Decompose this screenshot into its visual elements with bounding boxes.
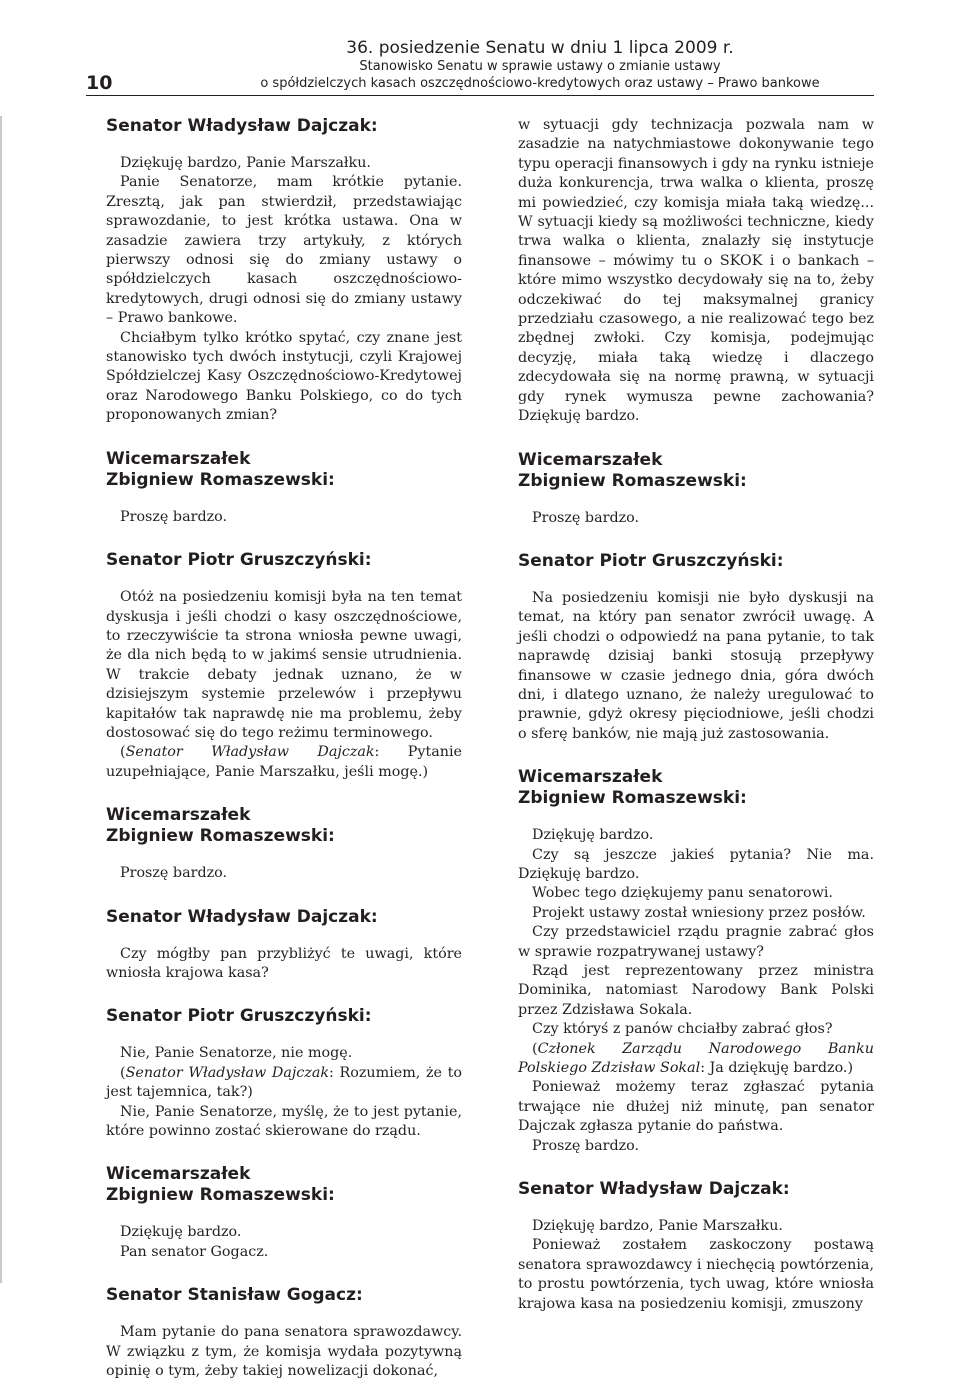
interjection-speaker: Senator Władysław Dajczak (125, 1064, 330, 1081)
interjection-text: : Rozumiem, że to jest tajemnica, tak?) (106, 1064, 462, 1101)
interjection-speaker: Senator Władysław Dajczak (125, 744, 375, 761)
interjection-text: : Ja dziękuję bardzo.) (700, 1060, 854, 1077)
speaker-heading (106, 1164, 462, 1206)
speaker-name: Zbigniew Romaszewski: (106, 1185, 335, 1206)
interjection-text: : Pytanie uzupełniające, Panie Marszałku, jeśli mogę.) (106, 744, 462, 780)
paragraph: Proszę bardzo. (532, 1137, 640, 1154)
interjection: (Senator Władysław Dajczak: Rozumiem, że to jest tajemnica, tak?) (106, 1064, 462, 1101)
paragraph: Nie, Panie Senatorze, myślę, że to jest pytanie, które powinno zostać skierowane do rządu. (106, 1103, 462, 1139)
left-edge-bar (0, 116, 2, 1283)
header-rule (86, 95, 874, 96)
speaker-role: Wicemarszałek (106, 805, 251, 826)
speaker-heading: Senator Piotr Gruszczyński: (106, 1006, 372, 1027)
speaker-name: Zbigniew Romaszewski: (518, 788, 747, 809)
interjection-speaker: Członek Zarządu Narodowego Banku Polskiego Zdzisław Sokal (518, 1040, 874, 1077)
speaker-role: Wicemarszałek (518, 767, 663, 788)
paragraph: Czy mógłby pan przybliżyć te uwagi, które wniosła krajowa kasa? (106, 945, 462, 981)
header-title: 36. posiedzenie Senatu w dniu 1 lipca 2009 r. (346, 38, 734, 58)
speaker-heading: Senator Stanisław Gogacz: (106, 1285, 363, 1306)
header-subtitle (200, 58, 880, 92)
page-number: 10 (86, 72, 113, 94)
paragraph: Mam pytanie do pana senatora sprawozdawcy. W związku z tym, że komisja wydała pozytywną opinię o tym, żeby takiej nowelizacji dokonać, (106, 1324, 462, 1380)
speaker-heading: Senator Piotr Gruszczyński: (518, 550, 784, 571)
paragraph: Projekt ustawy został wniesiony przez posłów. (532, 904, 866, 921)
paragraph: Panie Senatorze, mam krótkie pytanie. Zresztą, jak pan stwierdził, przedstawiając sprawozdanie, to jest krótka ustawa. Ona w zasadzie zawiera trzy artykuły, z których pierwszy odnosi się do zmiany ustawy o spółdzielczych kasach oszczędnościowo-kredytowych, drugi odnosi się do zmiany ustawy – Prawo bankowe. (106, 174, 462, 327)
interjection: (Członek Zarządu Narodowego Banku Polskiego Zdzisław Sokal: Ja dziękuję bardzo.) (518, 1040, 874, 1077)
speaker-heading (518, 767, 874, 809)
speaker-role: Wicemarszałek (106, 448, 251, 469)
right-column (518, 116, 874, 1314)
paragraph: Na posiedzeniu komisji nie było dyskusji na temat, na który pan senator zwrócił uwagę. A jeśli chodzi o odpowiedź na pana pytanie, to tak naprawdę dzisiaj banki stosują przepływy finansowe w czasie jednego dnia, góra dwóch dni, i dlatego uznano, że należy uregulować to prawnie, gdyż okresy pięciodniowe, jeśli chodzi o sferę banków, nie mają już zastosowania. (518, 589, 874, 742)
paragraph: Ponieważ możemy teraz zgłaszać pytania trwające nie dłużej niż minutę, pan senator Dajczak zgłasza pytanie do państwa. (518, 1079, 874, 1135)
paragraph: Proszę bardzo. (120, 508, 228, 525)
speaker-name: Zbigniew Romaszewski: (106, 826, 335, 847)
paragraph: Proszę bardzo. (532, 509, 640, 526)
speaker-role: Wicemarszałek (106, 1164, 251, 1185)
paragraph: Dziękuję bardzo. (532, 827, 654, 844)
speaker-heading: Senator Władysław Dajczak: (106, 116, 378, 136)
continuation-paragraph: w sytuacji gdy technizacja pozwala nam w zasadzie na natychmiastowe dokonywanie tego typu operacji finansowych i gdy na rynku istnieje duża konkurencja, trwa walka o klienta, proszę mi powiedzieć, czy komisja miała taką wiedzę... W sytuacji kiedy są możliwości techniczne, kiedy trwa walka o klienta, znalazły się instytucje finansowe – mówimy tu o SKOK i o bankach – które mimo wszystko decydowały się na to, żeby odczekiwać do tej maksymalnej granicy przedziału czasowego, a nie realizować tego bez zbędnej zwłoki. Czy komisja, podejmując decyzję, miała taką wiedzę i dlaczego zdecydowała się na normę prawną, w sytuacji gdy rynek wymusza pewne zachowania? Dziękuję bardzo. (518, 117, 874, 425)
paragraph: Dziękuję bardzo, Panie Marszałku. (532, 1218, 783, 1235)
speaker-heading: Senator Piotr Gruszczyński: (106, 550, 372, 571)
paragraph: Proszę bardzo. (120, 865, 228, 882)
speaker-heading (518, 450, 874, 492)
header-subtitle-line1: Stanowisko Senatu w sprawie ustawy o zmianie ustawy (359, 59, 721, 74)
paragraph: Otóż na posiedzeniu komisji była na ten temat dyskusja i jeśli chodzi o kasy oszczędnościowe, to rzeczywiście ta strona wniosła pewne uwagi, że dla nich będą to w jakimś sensie utrudnienia. W trakcie debaty jednak uznano, że w dzisiejszym systemie przelewów i przepływu kapitałów tak naprawdę nie ma problemu, żeby dostosować się do tego reżimu terminowego. (106, 589, 462, 741)
left-column (106, 116, 462, 1381)
paragraph: Wobec tego dziękujemy panu senatorowi. (532, 885, 833, 902)
paragraph: Dziękuję bardzo, Panie Marszałku. (120, 155, 371, 171)
speaker-name: Zbigniew Romaszewski: (518, 470, 747, 491)
paragraph: Czy któryś z panów chciałby zabrać głos? (532, 1021, 833, 1038)
speaker-name: Zbigniew Romaszewski: (106, 469, 335, 490)
header-subtitle-line2: o spółdzielczych kasach oszczędnościowo-kredytowych oraz ustawy – Prawo bankowe (260, 76, 820, 91)
paragraph: Czy są jeszcze jakieś pytania? Nie ma. Dziękuję bardzo. (518, 846, 874, 882)
paragraph: Czy przedstawiciel rządu pragnie zabrać głos w sprawie rozpatrywanej ustawy? (518, 924, 874, 960)
speaker-role: Wicemarszałek (518, 449, 663, 470)
paragraph: Pan senator Gogacz. (120, 1243, 269, 1260)
paragraph: Chciałbym tylko krótko spytać, czy znane jest stanowisko tych dwóch instytucji, czyli Krajowej Spółdzielczej Kasy Oszczędnościowo-Kredytowej oraz Narodowego Banku Polskiego, co do tych proponowanych zmian? (106, 329, 462, 424)
paragraph: Rząd jest reprezentowany przez ministra Dominika, natomiast Narodowy Bank Polski przez Zdzisława Sokala. (518, 963, 874, 1018)
speaker-heading: Senator Władysław Dajczak: (518, 1179, 790, 1200)
speaker-heading (106, 449, 462, 491)
paragraph: Dziękuję bardzo. (120, 1224, 242, 1241)
speaker-heading (106, 805, 462, 847)
paragraph: Ponieważ zostałem zaskoczony postawą senatora sprawozdawcy i niechęcią powtórzenia, to prostu powtórzenia, tych uwag, które wniosła krajowa kasa na posiedzeniu komisji, zmuszony (518, 1237, 874, 1312)
page-header (0, 0, 960, 100)
interjection: (Senator Władysław Dajczak: Pytanie uzupełniające, Panie Marszałku, jeśli mogę.) (106, 744, 462, 780)
paragraph: Nie, Panie Senatorze, nie mogę. (120, 1045, 353, 1062)
speaker-heading: Senator Władysław Dajczak: (106, 906, 378, 927)
